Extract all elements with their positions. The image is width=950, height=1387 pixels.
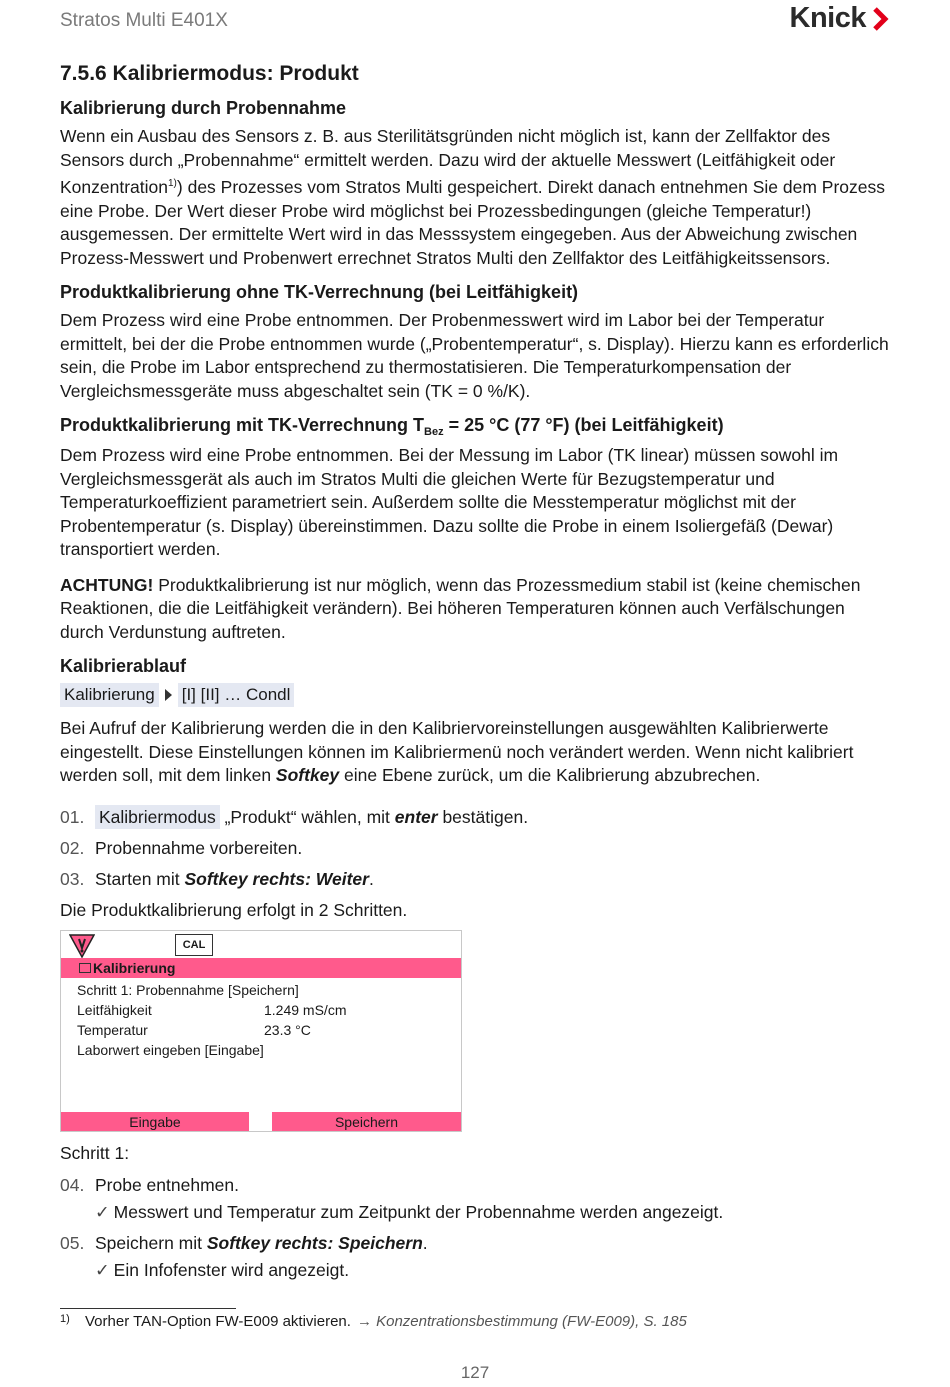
menu-path-kalibrierung: Kalibrierung xyxy=(60,683,159,707)
main-content xyxy=(60,58,890,1290)
step-number: 02. xyxy=(60,837,85,858)
step-02 xyxy=(60,837,890,860)
steps-list-c xyxy=(60,1232,890,1255)
footnote-text: Vorher TAN-Option FW-E009 aktivieren. xyxy=(85,1313,351,1330)
text: = 25 °C (77 °F) (bei Leitfähigkeit) xyxy=(443,415,724,435)
text: eine Ebene zurück, um die Kalibrierung abzubrechen. xyxy=(339,765,761,785)
display-value-temperature: 23.3 °C xyxy=(264,1022,311,1038)
sensor-warning-icon xyxy=(69,934,95,958)
step-04 xyxy=(60,1174,890,1197)
softkey-eingabe[interactable]: Eingabe xyxy=(61,1112,249,1131)
footnote-mark: 1) xyxy=(60,1313,70,1325)
footnote-divider xyxy=(60,1308,236,1309)
menu-path xyxy=(60,683,890,707)
document-header-title: Stratos Multi E401X xyxy=(60,10,228,31)
logo-text: Knick xyxy=(789,2,866,34)
step-text: Probe entnehmen. xyxy=(95,1174,239,1195)
display-label-temperature: Temperatur xyxy=(77,1022,148,1038)
step-05-result xyxy=(95,1259,890,1282)
cal-badge: CAL xyxy=(175,934,213,956)
subscript: Bez xyxy=(424,426,444,438)
display-title-bar xyxy=(61,958,461,978)
heading-mit-tk xyxy=(60,415,890,438)
step-text xyxy=(95,806,528,829)
step-text xyxy=(95,868,374,891)
display-title: Kalibrierung xyxy=(93,960,176,976)
display-value-conductivity: 1.249 mS/cm xyxy=(264,1002,347,1018)
text: . xyxy=(368,868,374,889)
display-row-labwert: Laborwert eingeben [Eingabe] xyxy=(77,1042,264,1058)
steps-intro: Die Produktkalibrierung erfolgt in 2 Schritten. xyxy=(60,899,408,920)
paragraph-probennahme xyxy=(60,125,890,270)
paragraph-ohne-tk: Dem Prozess wird eine Probe entnommen. Der Probenmesswert wird im Labor bei der Temperatur ermittelt, bei der die Probe entnommen wurde („Probentemperatur“, s. Display). Hierzu kann es erforderlich sein, die Probe im Labor entsprechend zu thermostatisieren. Die Temperaturkompensation der Vergleichsmessgeräte muss abgeschaltet sein (TK = 0 %/K). xyxy=(60,310,889,401)
chevron-right-icon xyxy=(872,7,890,31)
softkey-speichern[interactable]: Speichern xyxy=(272,1112,461,1131)
footnote-link[interactable]: → Konzentrationsbestimmung (FW-E009), S. 185 xyxy=(356,1313,687,1330)
heading-probennahme: Kalibrierung durch Probennahme xyxy=(60,98,347,118)
step-04-result xyxy=(95,1201,890,1224)
heading-kalibrierablauf: Kalibrierablauf xyxy=(60,656,187,676)
display-label-conductivity: Leitfähigkeit xyxy=(77,1002,152,1018)
chip-kalibriermodus: Kalibriermodus xyxy=(95,805,220,829)
step-number: 05. xyxy=(60,1232,85,1253)
page-number: 127 xyxy=(460,1363,490,1382)
text: „Produkt“ wählen, mit xyxy=(219,806,395,827)
check-icon: ✓ xyxy=(95,1201,110,1222)
warning-label: ACHTUNG! xyxy=(60,574,154,595)
emphasis: enter xyxy=(394,806,438,827)
text: bestätigen. xyxy=(437,806,529,827)
paragraph-kalibrierablauf xyxy=(60,717,890,788)
menu-path-condl: [I] [II] … Condl xyxy=(178,683,295,707)
result-text: Ein Infofenster wird angezeigt. xyxy=(113,1259,350,1280)
heading-ohne-tk: Produktkalibrierung ohne TK-Verrechnung (bei Leitfähigkeit) xyxy=(60,282,579,302)
arrow-right-icon xyxy=(165,689,172,701)
step-01 xyxy=(60,806,890,829)
softkey-emphasis: Softkey xyxy=(275,765,340,785)
text: . xyxy=(422,1232,428,1253)
steps-list-a xyxy=(60,806,890,891)
step-03 xyxy=(60,868,890,891)
check-icon: ✓ xyxy=(95,1259,110,1280)
step-number: 04. xyxy=(60,1174,85,1195)
footnote xyxy=(60,1313,687,1330)
step-05 xyxy=(60,1232,890,1255)
text: Produktkalibrierung mit TK-Verrechnung T xyxy=(60,415,425,435)
text: Bei Aufruf der Kalibrierung werden die in den Kalibriervoreinstellungen ausgewählten Kalibrierwerte eingestellt. Diese Einstellungen können im Kalibriermenü noch verändert werden. Wenn nicht kalibriert werden soll, mit dem linken xyxy=(60,718,854,785)
warning-paragraph xyxy=(60,574,890,645)
display-row-step: Schritt 1: Probennahme [Speichern] xyxy=(77,982,299,998)
text: Speichern mit xyxy=(95,1232,207,1253)
text: Wenn ein Ausbau des Sensors z. B. aus Sterilitätsgründen nicht möglich ist, kann der Zellfaktor des Sensors durch „Probennahme“ ermittelt werden. Dazu wird der aktuelle Messwert (Leitfähigkeit oder Konzentration xyxy=(60,126,836,197)
text: ) des Prozesses vom Stratos Multi gespeichert. Direkt danach entnehmen Sie dem Prozess eine Probe. Der Wert dieser Probe wird möglichst bei Prozessbedingungen (gleiche Temperatur!) ausgemessen. Der ermittelte Wert wird in das Messsystem eingegeben. Aus der Abweichung zwischen Prozess-Messwert und Probenwert errechnet Stratos Multi den Zellfaktor des Leitfähigkeitssensors. xyxy=(60,177,886,268)
step-number: 01. xyxy=(60,806,85,827)
paragraph-mit-tk: Dem Prozess wird eine Probe entnommen. Bei der Messung im Labor (TK linear) müssen sowohl im Vergleichsmessgerät als auch im Stratos Multi die gleichen Werte für Bezugstemperatur und Temperaturkoeffizient parametriert sein. Außerdem sollte die Messtemperatur möglichst mit der Probentemperatur (s. Display) übereinstimmen. Dazu sollte die Probe in einem Isoliergefäß (Dewar) transportiert werden. xyxy=(60,445,839,559)
warning-text: Produktkalibrierung ist nur möglich, wenn das Prozessmedium stabil ist (keine chemischen Reaktionen, die die Leitfähigkeit verändern). Bei höheren Temperaturen können auch Verfälschungen durch Verdunstung auftreten. xyxy=(60,574,861,642)
menu-icon xyxy=(79,963,91,973)
knick-logo xyxy=(790,2,890,35)
footnote-ref: 1) xyxy=(168,178,177,189)
text: Starten mit xyxy=(95,868,185,889)
steps-list-b xyxy=(60,1174,890,1197)
step-text xyxy=(95,1232,428,1255)
schritt1-label: Schritt 1: xyxy=(60,1143,130,1163)
emphasis: Softkey rechts: Weiter xyxy=(184,868,369,889)
result-text: Messwert und Temperatur zum Zeitpunkt der Probennahme werden angezeigt. xyxy=(113,1201,724,1222)
step-text: Probennahme vorbereiten. xyxy=(95,837,303,858)
step-number: 03. xyxy=(60,868,85,889)
emphasis: Softkey rechts: Speichern xyxy=(206,1232,423,1253)
section-title: 7.5.6 Kalibriermodus: Produkt xyxy=(60,62,359,85)
device-display xyxy=(60,930,462,1132)
